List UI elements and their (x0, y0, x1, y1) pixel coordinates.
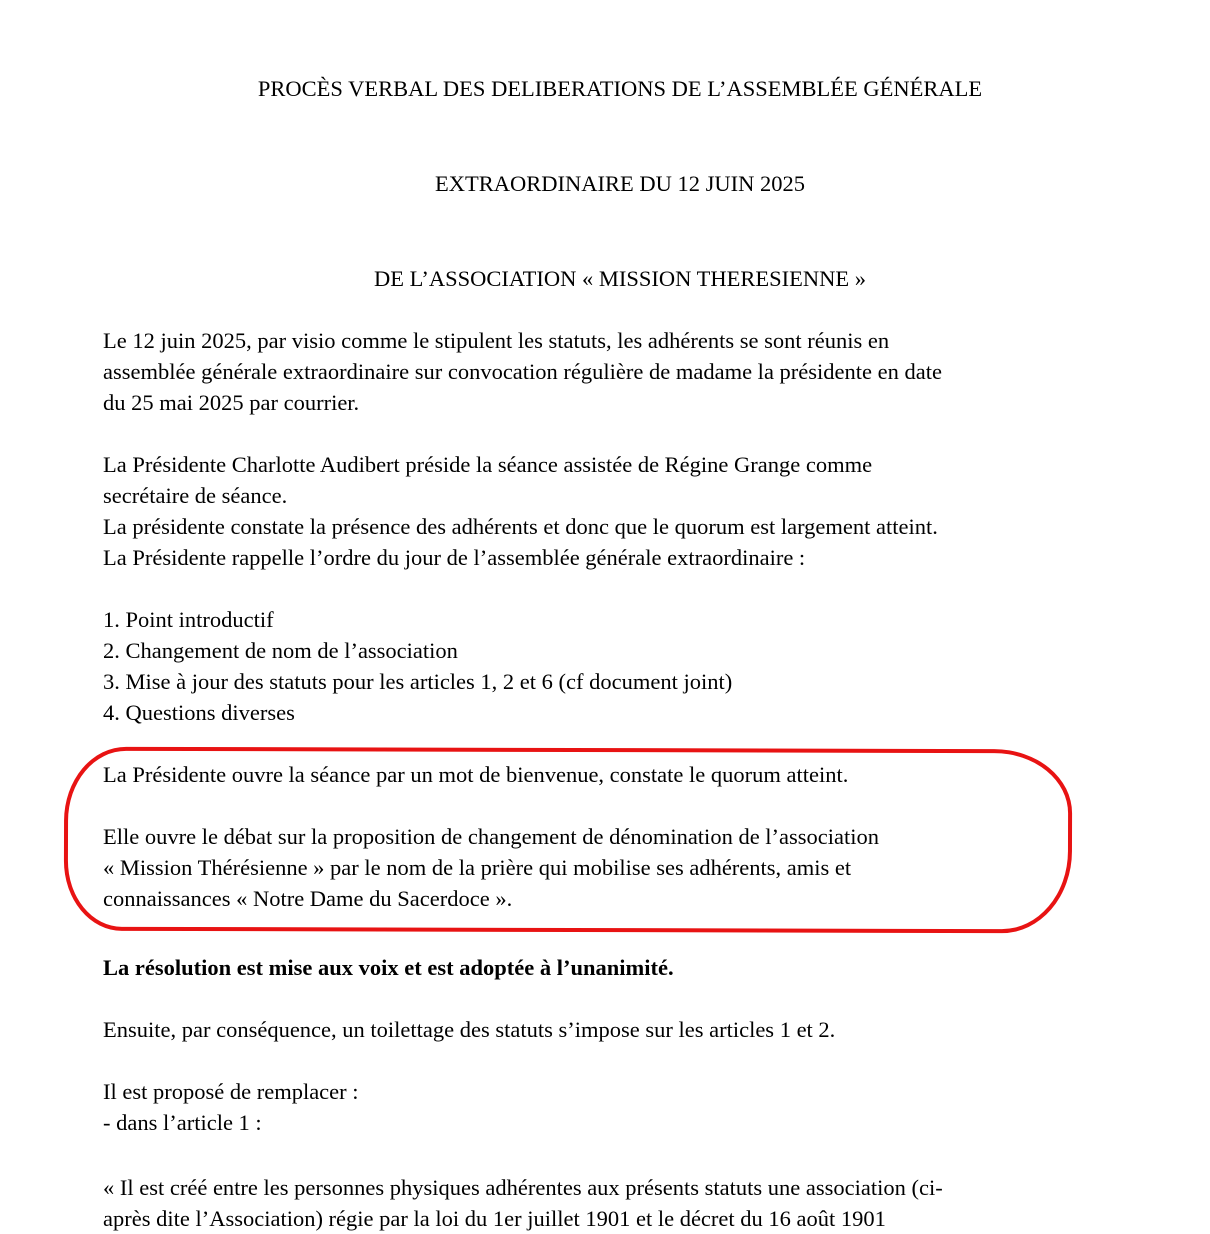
text-line: La Présidente rappelle l’ordre du jour de l’assemblée générale extraordinaire : (103, 545, 806, 570)
document-title-line-1: PROCÈS VERBAL DES DELIBERATIONS DE L’ASSEMBLÉE GÉNÉRALE (257, 76, 983, 101)
text-line: La présidente constate la présence des adhérents et donc que le quorum est largement atteint. (103, 514, 938, 539)
text-line: « Il est créé entre les personnes physiques adhérentes aux présents statuts une association (ci- (103, 1175, 943, 1200)
text-line: - dans l’article 1 : (103, 1110, 262, 1135)
document-title-line-3: DE L’ASSOCIATION « MISSION THERESIENNE » (374, 266, 866, 291)
paragraph-remplacement (103, 1076, 1137, 1138)
text-line: « Mission Thérésienne » par le nom de la prière qui mobilise ses adhérents, amis et (103, 855, 852, 880)
text-line: assemblée générale extraordinaire sur convocation régulière de madame la présidente en date (103, 359, 942, 384)
paragraph-toilettage: Ensuite, par conséquence, un toilettage des statuts s’impose sur les articles 1 et 2. (103, 1017, 836, 1042)
paragraph-presidence (103, 449, 1137, 573)
clipped-text-line: après dite l’Association) régie par la loi du 1er juillet 1901 et le décret du 16 août 1901 (103, 1206, 886, 1231)
text-line: La Présidente Charlotte Audibert préside la séance assistée de Régine Grange comme (103, 452, 873, 477)
document-content (103, 73, 1137, 1234)
text-line: La Présidente ouvre la séance par un mot de bienvenue, constate le quorum atteint. (103, 762, 849, 787)
agenda-item-1: 1. Point introductif (103, 607, 274, 632)
text-line: secrétaire de séance. (103, 483, 288, 508)
resolution-statement: La résolution est mise aux voix et est adoptée à l’unanimité. (103, 955, 674, 980)
text-line: Elle ouvre le débat sur la proposition de changement de dénomination de l’association (103, 824, 880, 849)
paragraph-article-1-citation (103, 1172, 1137, 1234)
circled-passage (103, 759, 1137, 914)
agenda-list (103, 604, 1137, 728)
agenda-item-3: 3. Mise à jour des statuts pour les articles 1, 2 et 6 (cf document joint) (103, 669, 733, 694)
agenda-item-4: 4. Questions diverses (103, 700, 295, 725)
paragraph-convocation (103, 325, 1137, 418)
text-line: connaissances « Notre Dame du Sacerdoce ». (103, 886, 513, 911)
agenda-item-2: 2. Changement de nom de l’association (103, 638, 458, 663)
document-title-line-2: EXTRAORDINAIRE DU 12 JUIN 2025 (435, 171, 805, 196)
text-line: du 25 mai 2025 par courrier. (103, 390, 360, 415)
text-line: Il est proposé de remplacer : (103, 1079, 359, 1104)
circled-passage-paragraph-2 (103, 821, 1137, 914)
text-line: Le 12 juin 2025, par visio comme le stipulent les statuts, les adhérents se sont réunis en (103, 328, 890, 353)
